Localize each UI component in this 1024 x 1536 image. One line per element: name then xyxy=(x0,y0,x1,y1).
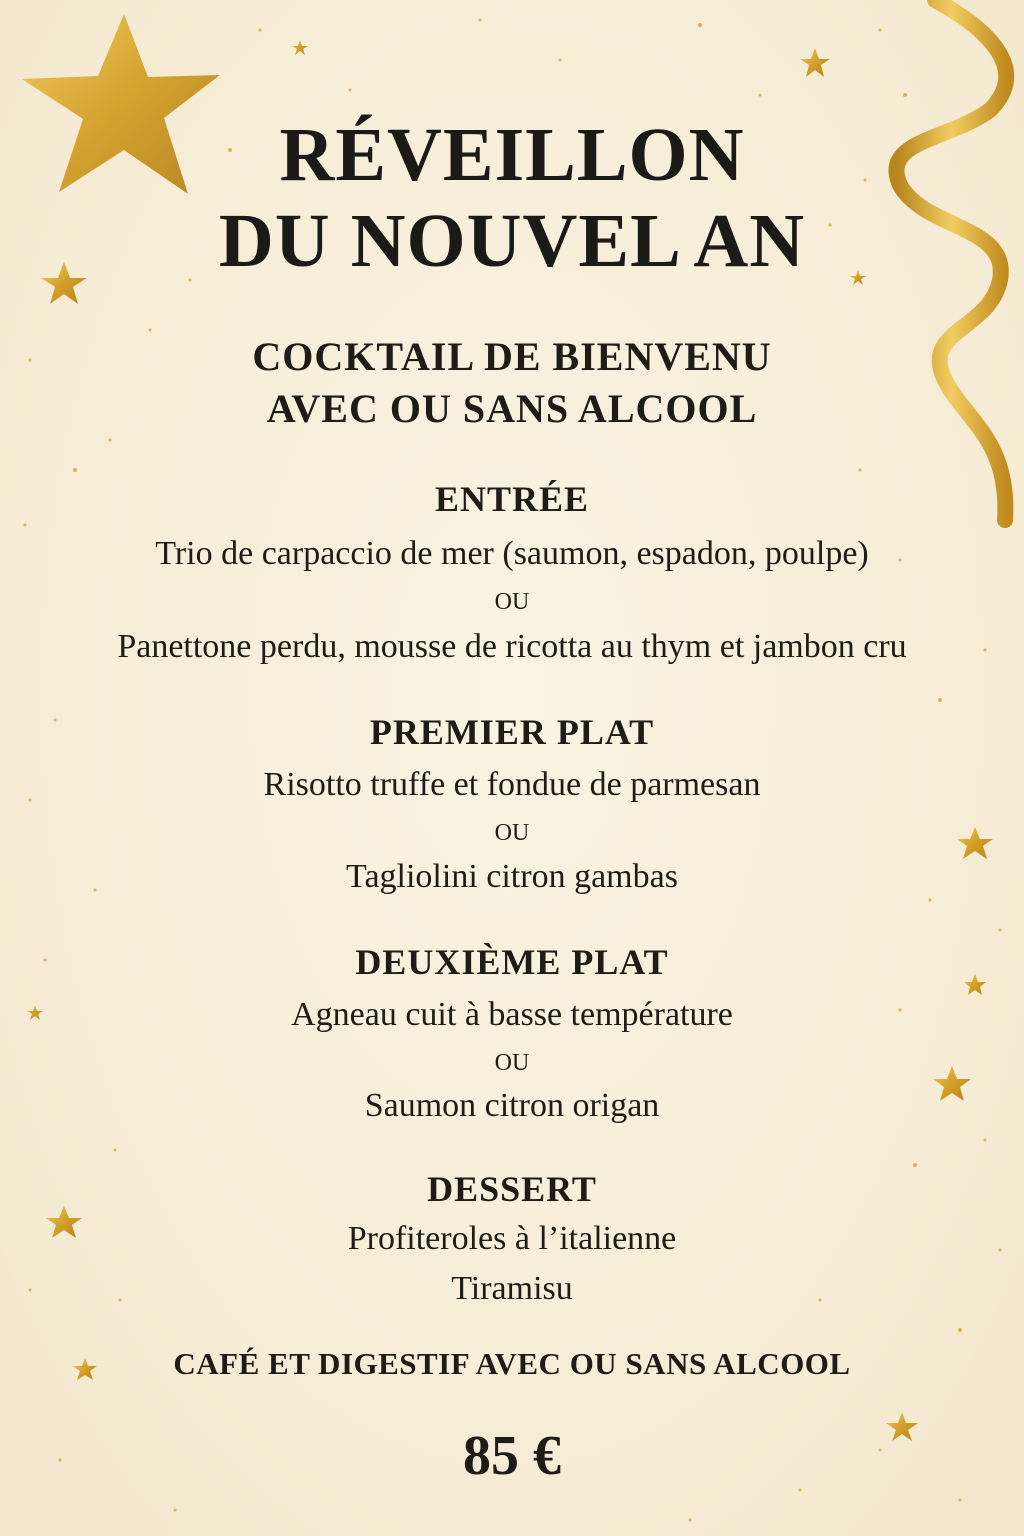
premier-plat-option-1: Risotto truffe et fondue de parmesan xyxy=(263,766,761,803)
deuxieme-plat-option-2: Saumon citron origan xyxy=(364,1087,660,1124)
dessert-item-2: Tiramisu xyxy=(451,1270,573,1307)
entree-heading: ENTRÉE xyxy=(434,479,590,519)
price: 85 € xyxy=(463,1425,561,1487)
entree-option-1: Trio de carpaccio de mer (saumon, espadon, poulpe) xyxy=(155,535,869,572)
deuxieme-plat-or: OU xyxy=(494,1050,530,1076)
premier-plat-heading: PREMIER PLAT xyxy=(369,712,655,752)
title-line-1: RÉVEILLON xyxy=(279,113,745,197)
entree-or: OU xyxy=(494,589,530,615)
deuxieme-plat-option-1: Agneau cuit à basse température xyxy=(291,996,733,1033)
cafe-digestif: CAFÉ ET DIGESTIF AVEC OU SANS ALCOOL xyxy=(173,1346,851,1381)
title-line-2: DU NOUVEL AN xyxy=(218,199,806,283)
cocktail-line-2: AVEC OU SANS ALCOOL xyxy=(266,386,758,431)
entree-option-2: Panettone perdu, mousse de ricotta au thym et jambon cru xyxy=(117,628,907,665)
premier-plat-or: OU xyxy=(494,820,530,846)
deuxieme-plat-heading: DEUXIÈME PLAT xyxy=(355,942,669,982)
dessert-item-1: Profiteroles à l’italienne xyxy=(347,1220,677,1257)
dessert-heading: DESSERT xyxy=(427,1169,597,1209)
premier-plat-option-2: Tagliolini citron gambas xyxy=(346,858,678,895)
cocktail-line-1: COCKTAIL DE BIENVENU xyxy=(252,334,772,379)
